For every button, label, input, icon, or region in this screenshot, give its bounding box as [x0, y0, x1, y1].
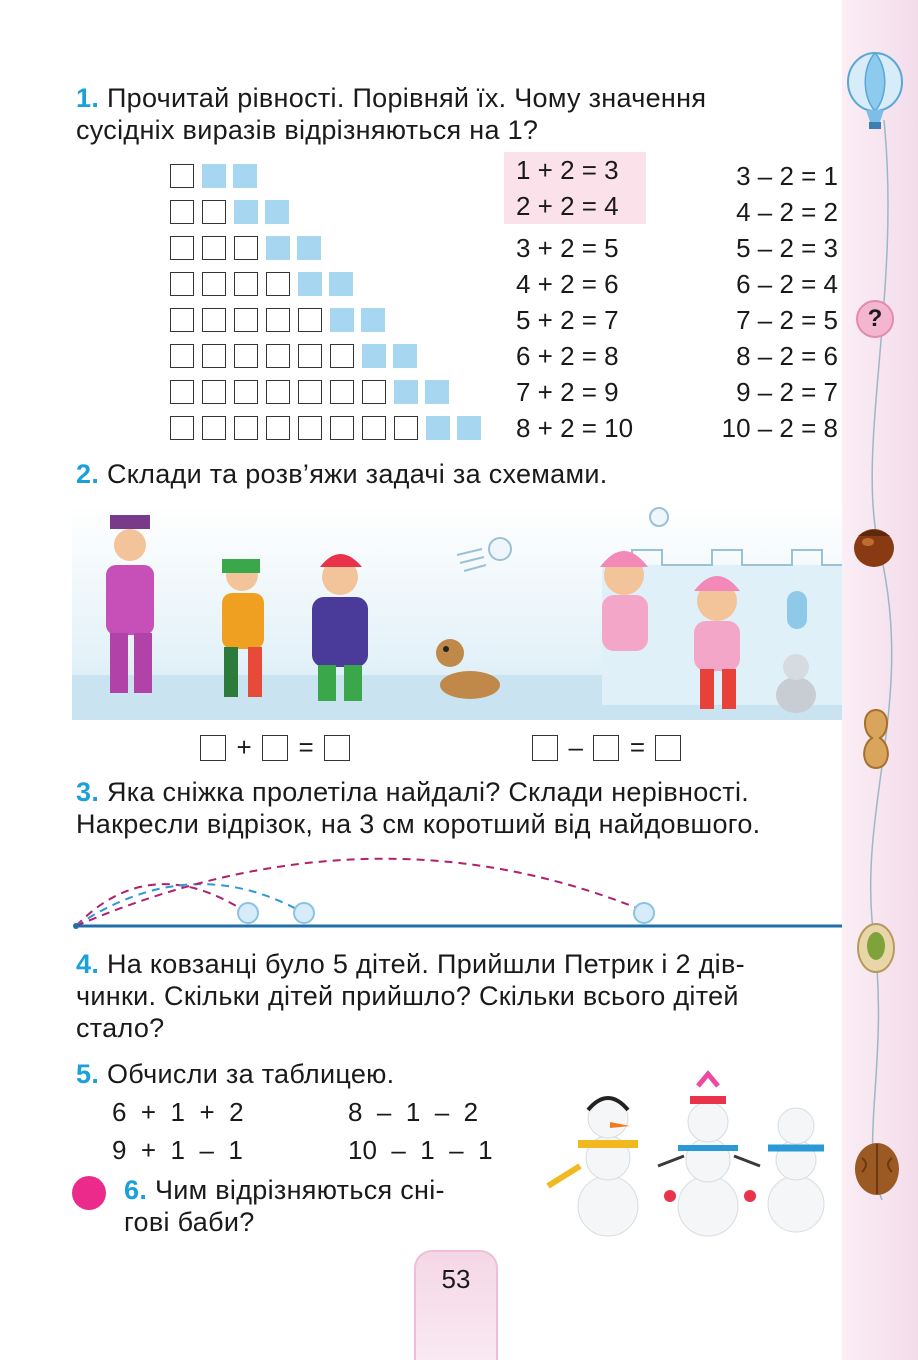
blue-square	[426, 416, 450, 440]
white-square	[266, 380, 290, 404]
white-square	[202, 272, 226, 296]
minus-sign: –	[568, 732, 583, 762]
exercise-3-number: 3.	[76, 777, 100, 807]
blue-square	[425, 380, 449, 404]
snowmen-illustration	[538, 1066, 838, 1238]
white-square	[234, 416, 258, 440]
blue-square	[266, 236, 290, 260]
white-square	[298, 380, 322, 404]
white-square	[170, 344, 194, 368]
white-square	[170, 416, 194, 440]
page-number-tab	[414, 1250, 498, 1360]
blue-square	[362, 344, 386, 368]
white-square	[234, 344, 258, 368]
white-square	[330, 344, 354, 368]
white-square	[266, 416, 290, 440]
exercise-4-line-2: чинки. Скільки дітей прийшло? Скільки всього дітей	[76, 981, 739, 1011]
subtraction-equality: 6 – 2 = 4	[736, 269, 838, 299]
white-square	[394, 416, 418, 440]
exercise-6-bullet-icon	[72, 1176, 106, 1210]
exercise-1-number: 1.	[76, 83, 100, 113]
white-square	[170, 164, 194, 188]
subtraction-equality: 10 – 2 = 8	[721, 413, 838, 443]
addition-equality: 7 + 2 = 9	[516, 377, 619, 407]
expression-1: 6 + 1 + 2	[112, 1097, 244, 1127]
expression-3: 9 + 1 – 1	[112, 1135, 243, 1165]
exercise-3-line-1: Яка сніжка пролетіла найдалі? Склади нерівності.	[106, 777, 750, 807]
snowball-1	[238, 903, 258, 923]
addition-equality: 1 + 2 = 3	[516, 155, 619, 185]
blue-square	[202, 164, 226, 188]
expression-2: 8 – 1 – 2	[348, 1097, 479, 1127]
blue-square	[297, 236, 321, 260]
scheme-subtraction	[532, 732, 681, 763]
subtraction-equality: 4 – 2 = 2	[736, 197, 838, 227]
exercise-1-text	[76, 82, 840, 146]
squares-row	[170, 344, 424, 370]
snowman-3	[768, 1108, 824, 1232]
addition-equality: 4 + 2 = 6	[516, 269, 619, 299]
page-number: 53	[441, 1264, 471, 1294]
white-square	[170, 308, 194, 332]
subtraction-equality: 7 – 2 = 5	[736, 305, 838, 335]
exercise-3-text	[76, 776, 840, 840]
answer-box[interactable]	[532, 735, 558, 761]
exercise-6-number: 6.	[124, 1175, 148, 1205]
subtraction-equality: 5 – 2 = 3	[736, 233, 838, 263]
walnut-icon	[852, 1140, 902, 1198]
exercise-1-line-1: Прочитай рівності. Порівняй їх. Чому значення	[106, 83, 707, 113]
white-square	[202, 416, 226, 440]
blue-square	[234, 200, 258, 224]
exercise-2-text	[76, 458, 608, 490]
addition-equality: 5 + 2 = 7	[516, 305, 619, 335]
snowball-trajectories-diagram	[70, 840, 842, 940]
exercise-3-line-2: Накресли відрізок, на 3 см коротший від найдовшого.	[76, 809, 761, 839]
snowball-3	[634, 903, 654, 923]
exercise-4-text	[76, 948, 840, 1044]
white-square	[234, 272, 258, 296]
white-square	[234, 236, 258, 260]
exercise-6-line-2: гові баби?	[124, 1207, 255, 1237]
white-square	[170, 200, 194, 224]
white-square	[202, 236, 226, 260]
exercise-2-label: Склади та розв’яжи задачі за схемами.	[106, 459, 608, 489]
blue-square	[233, 164, 257, 188]
exercise-2-number: 2.	[76, 459, 100, 489]
long-trajectory	[76, 859, 642, 926]
exercise-5-text	[76, 1058, 395, 1090]
snowman-2	[658, 1074, 760, 1236]
question-badge-icon: ?	[856, 300, 894, 338]
squares-row	[170, 236, 328, 262]
exercise-5-label: Обчисли за таблицею.	[106, 1059, 395, 1089]
blue-square	[330, 308, 354, 332]
exercise-4-line-1: На ковзанці було 5 дітей. Прийшли Петрик і 2 дів-	[106, 949, 745, 979]
white-square	[266, 308, 290, 332]
squares-row	[170, 164, 264, 190]
exercise-6-text	[124, 1174, 445, 1238]
addition-equality: 8 + 2 = 10	[516, 413, 634, 443]
blue-square	[329, 272, 353, 296]
white-square	[202, 344, 226, 368]
exercise-4-line-3: стало?	[76, 1013, 165, 1043]
hazelnut-icon	[850, 522, 898, 570]
answer-box[interactable]	[593, 735, 619, 761]
plus-sign: +	[236, 732, 252, 762]
answer-box[interactable]	[200, 735, 226, 761]
squares-row	[170, 380, 456, 406]
white-square	[330, 416, 354, 440]
subtraction-equality: 3 – 2 = 1	[736, 161, 838, 191]
white-square	[202, 308, 226, 332]
squares-row	[170, 200, 296, 226]
snowman-1	[548, 1098, 638, 1236]
pistachio-icon	[854, 920, 898, 974]
blue-square	[394, 380, 418, 404]
answer-box[interactable]	[324, 735, 350, 761]
white-square	[266, 272, 290, 296]
white-square	[170, 236, 194, 260]
squares-row	[170, 416, 488, 442]
snowball-2	[294, 903, 314, 923]
exercise-6-line-1: Чим відрізняються сні-	[154, 1175, 445, 1205]
white-square	[202, 380, 226, 404]
blue-square	[457, 416, 481, 440]
answer-box[interactable]	[655, 735, 681, 761]
white-square	[298, 416, 322, 440]
balloon-icon	[844, 52, 906, 132]
white-square	[202, 200, 226, 224]
white-square	[362, 416, 386, 440]
scheme-addition	[200, 732, 350, 763]
subtraction-equality: 9 – 2 = 7	[736, 377, 838, 407]
blue-square	[265, 200, 289, 224]
white-square	[170, 380, 194, 404]
blue-square	[298, 272, 322, 296]
short-trajectory	[76, 884, 246, 926]
winter-snowball-illustration	[72, 505, 842, 720]
answer-box[interactable]	[262, 735, 288, 761]
equals-sign: =	[629, 732, 646, 762]
squares-row	[170, 308, 392, 334]
white-square	[362, 380, 386, 404]
exercise-5-number: 5.	[76, 1059, 100, 1089]
blue-square	[361, 308, 385, 332]
exercise-1-line-2: сусідніх виразів відрізняються на 1?	[76, 115, 539, 145]
white-square	[170, 272, 194, 296]
expression-4: 10 – 1 – 1	[348, 1135, 493, 1165]
addition-equality: 6 + 2 = 8	[516, 341, 619, 371]
white-square	[298, 308, 322, 332]
addition-equality: 2 + 2 = 4	[516, 191, 619, 221]
addition-equality: 3 + 2 = 5	[516, 233, 619, 263]
white-square	[330, 380, 354, 404]
white-square	[266, 344, 290, 368]
peanut-icon	[856, 706, 896, 772]
middle-trajectory	[76, 884, 302, 926]
white-square	[234, 308, 258, 332]
exercise-4-number: 4.	[76, 949, 100, 979]
equals-sign: =	[298, 732, 314, 762]
white-square	[298, 344, 322, 368]
blue-square	[393, 344, 417, 368]
subtraction-equality: 8 – 2 = 6	[736, 341, 838, 371]
white-square	[234, 380, 258, 404]
squares-row	[170, 272, 360, 298]
